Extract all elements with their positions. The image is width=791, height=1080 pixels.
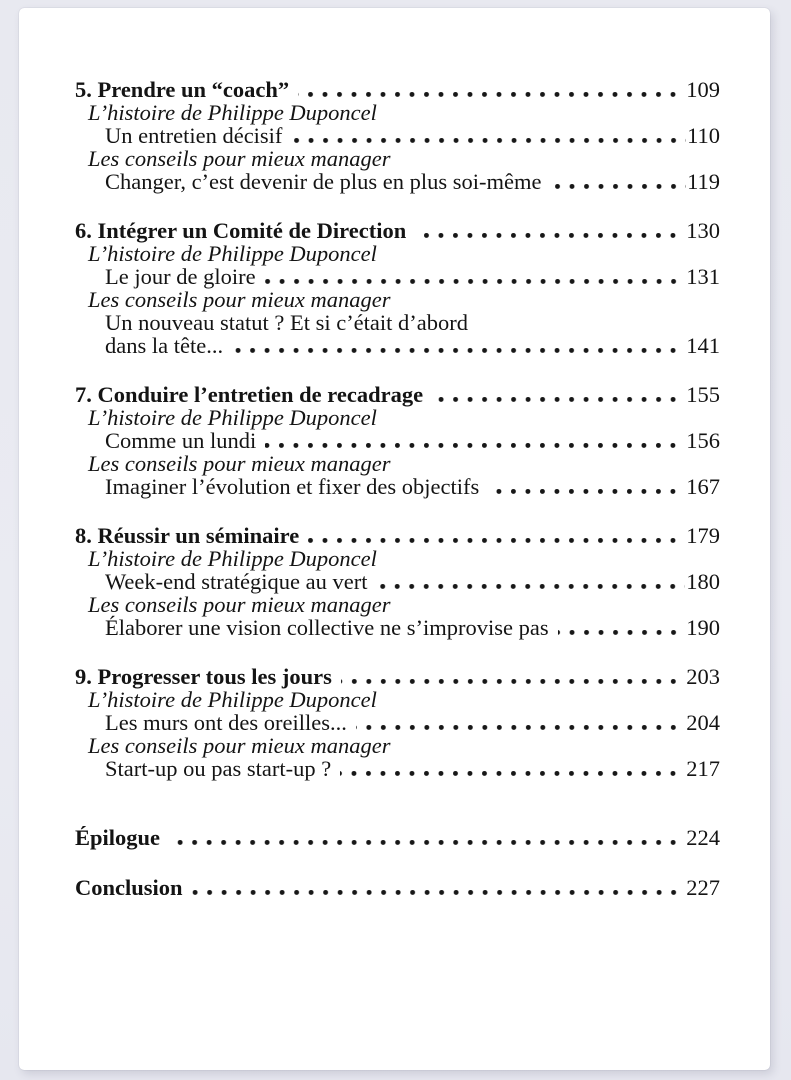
dot-leader bbox=[550, 184, 686, 189]
toc-entry-label: Start-up ou pas start-up ? bbox=[105, 756, 332, 781]
toc-entry-row bbox=[75, 170, 720, 193]
toc-entry-row bbox=[75, 711, 720, 734]
dot-leader bbox=[291, 138, 686, 143]
dot-leader bbox=[192, 890, 686, 895]
dot-leader bbox=[415, 233, 685, 238]
dot-leader bbox=[265, 279, 686, 284]
toc-subtitle-label: Les conseils pour mieux manager bbox=[88, 592, 391, 617]
dot-leader bbox=[432, 397, 685, 402]
toc-entry-row bbox=[75, 757, 720, 780]
toc-entry-row bbox=[75, 124, 720, 147]
toc-entry-row bbox=[75, 570, 720, 593]
toc-chapter-title: 7. Conduire l’entretien de recadrage bbox=[75, 382, 424, 407]
toc-chapter-title: 8. Réussir un séminaire bbox=[75, 523, 300, 548]
page-number: 109 bbox=[686, 77, 720, 102]
dot-leader bbox=[341, 679, 685, 684]
toc-subtitle-row bbox=[75, 147, 720, 170]
toc-subtitle-row bbox=[75, 288, 720, 311]
toc-subtitle-row bbox=[75, 101, 720, 124]
page-number: 179 bbox=[686, 523, 720, 548]
toc-subtitle-label: Les conseils pour mieux manager bbox=[88, 287, 391, 312]
toc-section bbox=[75, 78, 720, 193]
page-number: 227 bbox=[686, 875, 720, 900]
toc-subtitle-row bbox=[75, 734, 720, 757]
toc-subtitle-label: L’histoire de Philippe Duponcel bbox=[88, 546, 377, 571]
toc-entry-row bbox=[75, 616, 720, 639]
toc-entry-label: dans la tête... bbox=[105, 333, 224, 358]
dot-leader bbox=[298, 92, 685, 97]
toc-subtitle-row bbox=[75, 688, 720, 711]
dot-leader bbox=[558, 630, 686, 635]
toc-entry-label: Le jour de gloire bbox=[105, 264, 256, 289]
dot-leader bbox=[376, 584, 685, 589]
toc-entry-label: Élaborer une vision collective ne s’improvise pas bbox=[105, 615, 549, 640]
toc-entry-label: Un nouveau statut ? Et si c’était d’abord bbox=[105, 310, 469, 335]
toc-section bbox=[75, 665, 720, 780]
page-number: 156 bbox=[686, 428, 720, 453]
toc-chapter-row bbox=[75, 383, 720, 406]
dot-leader bbox=[340, 771, 685, 776]
toc-chapter-title: 5. Prendre un “coach” bbox=[75, 77, 290, 102]
toc-entry-continuation-row bbox=[75, 334, 720, 357]
toc-section bbox=[75, 219, 720, 357]
page-number: 190 bbox=[686, 615, 720, 640]
page-number: 203 bbox=[686, 664, 720, 689]
toc-chapter-row bbox=[75, 876, 720, 899]
toc-entry-row bbox=[75, 265, 720, 288]
book-page bbox=[19, 8, 770, 1070]
toc-subtitle-row bbox=[75, 452, 720, 475]
toc-subtitle-label: L’histoire de Philippe Duponcel bbox=[88, 241, 377, 266]
toc-subtitle-row bbox=[75, 593, 720, 616]
page-number: 131 bbox=[686, 264, 720, 289]
toc-subtitle-row bbox=[75, 406, 720, 429]
toc-entry-label: Week-end stratégique au vert bbox=[105, 569, 368, 594]
table-of-contents bbox=[19, 8, 770, 899]
dot-leader bbox=[488, 489, 685, 494]
toc-chapter-title: Épilogue bbox=[75, 825, 161, 850]
dot-leader bbox=[265, 443, 685, 448]
toc-entry-row bbox=[75, 311, 720, 334]
toc-section bbox=[75, 383, 720, 498]
dot-leader bbox=[356, 725, 685, 730]
toc-chapter-row bbox=[75, 826, 720, 849]
toc-subtitle-label: L’histoire de Philippe Duponcel bbox=[88, 687, 377, 712]
toc-chapter-row bbox=[75, 665, 720, 688]
page-number: 119 bbox=[687, 169, 720, 194]
toc-subtitle-label: L’histoire de Philippe Duponcel bbox=[88, 100, 377, 125]
page-number: 180 bbox=[686, 569, 720, 594]
toc-section bbox=[75, 524, 720, 639]
toc-chapter-row bbox=[75, 524, 720, 547]
toc-entry-label: Les murs ont des oreilles... bbox=[105, 710, 347, 735]
toc-section-list bbox=[75, 78, 720, 780]
toc-subtitle-label: Les conseils pour mieux manager bbox=[88, 733, 391, 758]
toc-subtitle-label: L’histoire de Philippe Duponcel bbox=[88, 405, 377, 430]
toc-entry-label: Comme un lundi bbox=[105, 428, 257, 453]
toc-chapter-title: Conclusion bbox=[75, 875, 183, 900]
dot-leader bbox=[169, 840, 685, 845]
toc-subtitle-label: Les conseils pour mieux manager bbox=[88, 146, 391, 171]
dot-leader bbox=[232, 348, 685, 353]
page-number: 130 bbox=[686, 218, 720, 243]
toc-entry-row bbox=[75, 429, 720, 452]
toc-chapter-title: 6. Intégrer un Comité de Direction bbox=[75, 218, 407, 243]
toc-subtitle-label: Les conseils pour mieux manager bbox=[88, 451, 391, 476]
page-number: 167 bbox=[686, 474, 720, 499]
toc-chapter-row bbox=[75, 219, 720, 242]
page-number: 110 bbox=[687, 123, 720, 148]
toc-chapter-title: 9. Progresser tous les jours bbox=[75, 664, 332, 689]
toc-entry-label: Un entretien décisif bbox=[105, 123, 283, 148]
toc-entry-label: Imaginer l’évolution et fixer des objectifs bbox=[105, 474, 480, 499]
page-number: 204 bbox=[686, 710, 720, 735]
toc-subtitle-row bbox=[75, 242, 720, 265]
page-number: 224 bbox=[686, 825, 720, 850]
toc-chapter-row bbox=[75, 78, 720, 101]
dot-leader bbox=[308, 538, 685, 543]
toc-backmatter bbox=[75, 826, 720, 899]
toc-entry-label: Changer, c’est devenir de plus en plus soi-même bbox=[105, 169, 542, 194]
toc-entry-row bbox=[75, 475, 720, 498]
page-number: 141 bbox=[686, 333, 720, 358]
page-number: 217 bbox=[686, 756, 720, 781]
page-number: 155 bbox=[686, 382, 720, 407]
toc-subtitle-row bbox=[75, 547, 720, 570]
